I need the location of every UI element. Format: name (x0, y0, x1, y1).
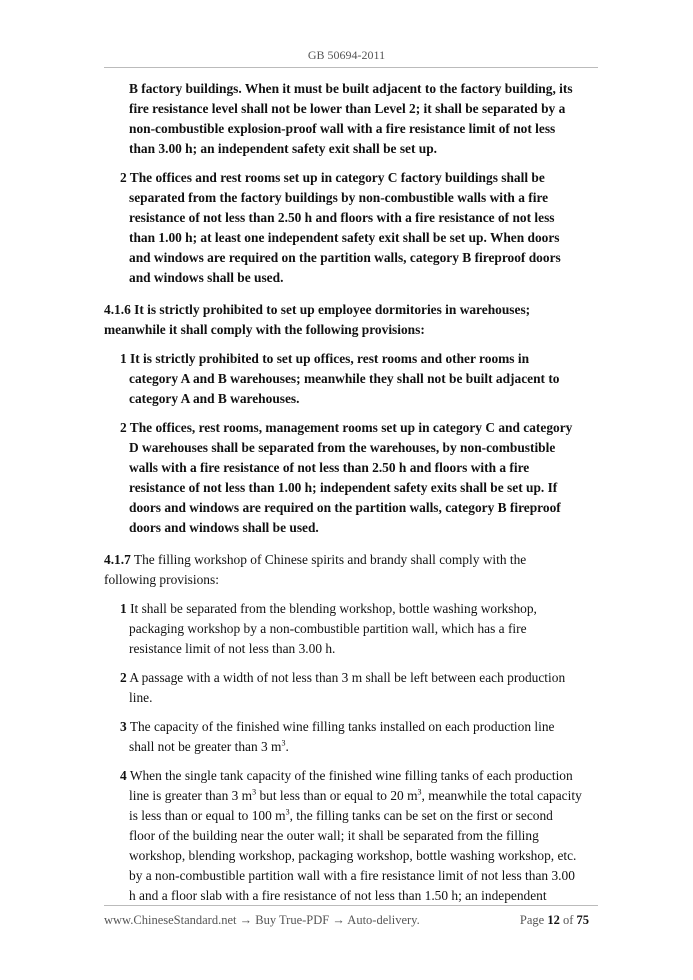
text-line: following provisions: (104, 572, 219, 587)
text-line: floor of the building near the outer wall; it shall be separated from the filling (129, 828, 539, 843)
item-number: 3 (120, 719, 127, 734)
text-line: and windows are required on the partition walls, category B fireproof doors (129, 250, 561, 265)
header-rule (104, 67, 598, 68)
text-line: than 3.00 h; an independent safety exit shall be set up. (129, 141, 438, 156)
text-line: category A and B warehouses. (129, 391, 300, 406)
text-line (120, 766, 589, 786)
item-416-1 (104, 349, 589, 409)
text-line: 2 The offices, rest rooms, management rooms set up in category C and category (120, 420, 573, 435)
item-number: 4 (120, 768, 127, 783)
text-line: separated from the factory buildings by non-combustible walls with a fire (129, 190, 549, 205)
item-417-3 (104, 717, 589, 757)
page-total: 75 (576, 913, 589, 927)
page-number: 12 (547, 913, 560, 927)
text-line (120, 717, 589, 737)
page-label: Page (519, 913, 545, 927)
text-line (129, 806, 589, 826)
text-span: The capacity of the finished wine filling tanks installed on each production line (129, 719, 555, 734)
page-header: GB 50694-2011 (307, 48, 386, 62)
text-line: resistance of not less than 2.50 h and floors with a fire resistance of not less (129, 210, 555, 225)
text-line: packaging workshop by a non-combustible partition wall, which has a fire (129, 621, 527, 636)
text-line (120, 668, 589, 688)
text-line: resistance of not less than 1.00 h; independent safety exits shall be set up. If (129, 480, 558, 495)
page-body (104, 79, 589, 906)
text-line: than 1.00 h; at least one independent safety exit shall be set up. When doors (129, 230, 560, 245)
item-416-2 (104, 418, 589, 538)
item-417-1 (104, 599, 589, 659)
text-line: resistance limit of not less than 3.00 h. (129, 641, 336, 656)
superscript: 3 (281, 738, 286, 748)
clause-heading: 4.1.6 It is strictly prohibited to set up employee dormitories in warehouses; (104, 302, 531, 317)
text-line: h and a floor slab with a fire resistance of not less than 1.50 h; an independent (129, 888, 547, 903)
page-indicator (520, 913, 589, 928)
text-line: 1 It is strictly prohibited to set up offices, rest rooms and other rooms in (120, 351, 530, 366)
paragraph-continuation (104, 79, 589, 159)
text-line (129, 786, 589, 806)
text-span: shall not be greater than 3 m (129, 739, 282, 754)
superscript: 3 (417, 787, 422, 797)
text-line: doors and windows shall be used. (129, 520, 319, 535)
clause-416 (104, 300, 589, 340)
text-span: , meanwhile the total capacity (421, 788, 582, 803)
text-line: 2 The offices and rest rooms set up in category C factory buildings shall be (120, 170, 545, 185)
item-417-2 (104, 668, 589, 708)
text-span: but less than or equal to 20 m (256, 788, 418, 803)
text-line: line. (129, 690, 153, 705)
text-line: B factory buildings. When it must be built adjacent to the factory building, its (129, 81, 573, 96)
text-line: The filling workshop of Chinese spirits and brandy shall comply with the (133, 552, 527, 567)
text-line: doors and windows are required on the partition walls, category B fireproof (129, 500, 561, 515)
text-line: by a non-combustible partition wall with a fire resistance limit of not less than 3.00 (129, 868, 575, 883)
of-label: of (562, 913, 574, 927)
superscript: 3 (285, 807, 290, 817)
superscript: 3 (252, 787, 257, 797)
text-span: When the single tank capacity of the finished wine filling tanks of each production (129, 768, 573, 783)
footer-rule (104, 905, 598, 906)
clause-heading (104, 550, 589, 570)
text-span: A passage with a width of not less than 3 m shall be left between each production (129, 670, 566, 685)
text-line: and windows shall be used. (129, 270, 284, 285)
clause-417 (104, 550, 589, 590)
text-line: fire resistance level shall not be lower than Level 2; it shall be separated by a (129, 101, 566, 116)
text-line (120, 599, 589, 619)
text-line: meanwhile it shall comply with the following provisions: (104, 322, 425, 337)
text-line: non-combustible explosion-proof wall with a fire resistance limit of not less (129, 121, 556, 136)
text-line: workshop, blending workshop, packaging workshop, bottle washing workshop, etc. (129, 848, 577, 863)
clause-number: 4.1.7 (104, 552, 131, 567)
text-line (129, 737, 589, 757)
footer-link[interactable]: www.ChineseStandard.net → Buy True-PDF → Auto-delivery. (104, 913, 420, 927)
text-span: , the filling tanks can be set on the first or second (289, 808, 553, 823)
item-415-2 (104, 168, 589, 288)
item-number: 1 (120, 601, 127, 616)
text-line: category A and B warehouses; meanwhile they shall not be built adjacent to (129, 371, 560, 386)
text-line: walls with a fire resistance of not less than 2.50 h and floors with a fire (129, 460, 530, 475)
text-line: D warehouses shall be separated from the warehouses, by non-combustible (129, 440, 556, 455)
text-span: is less than or equal to 100 m (129, 808, 286, 823)
text-span: line is greater than 3 m (129, 788, 253, 803)
item-number: 2 (120, 670, 127, 685)
text-span: It shall be separated from the blending workshop, bottle washing workshop, (130, 601, 537, 616)
item-417-4 (104, 766, 589, 906)
text-span: . (285, 739, 289, 754)
